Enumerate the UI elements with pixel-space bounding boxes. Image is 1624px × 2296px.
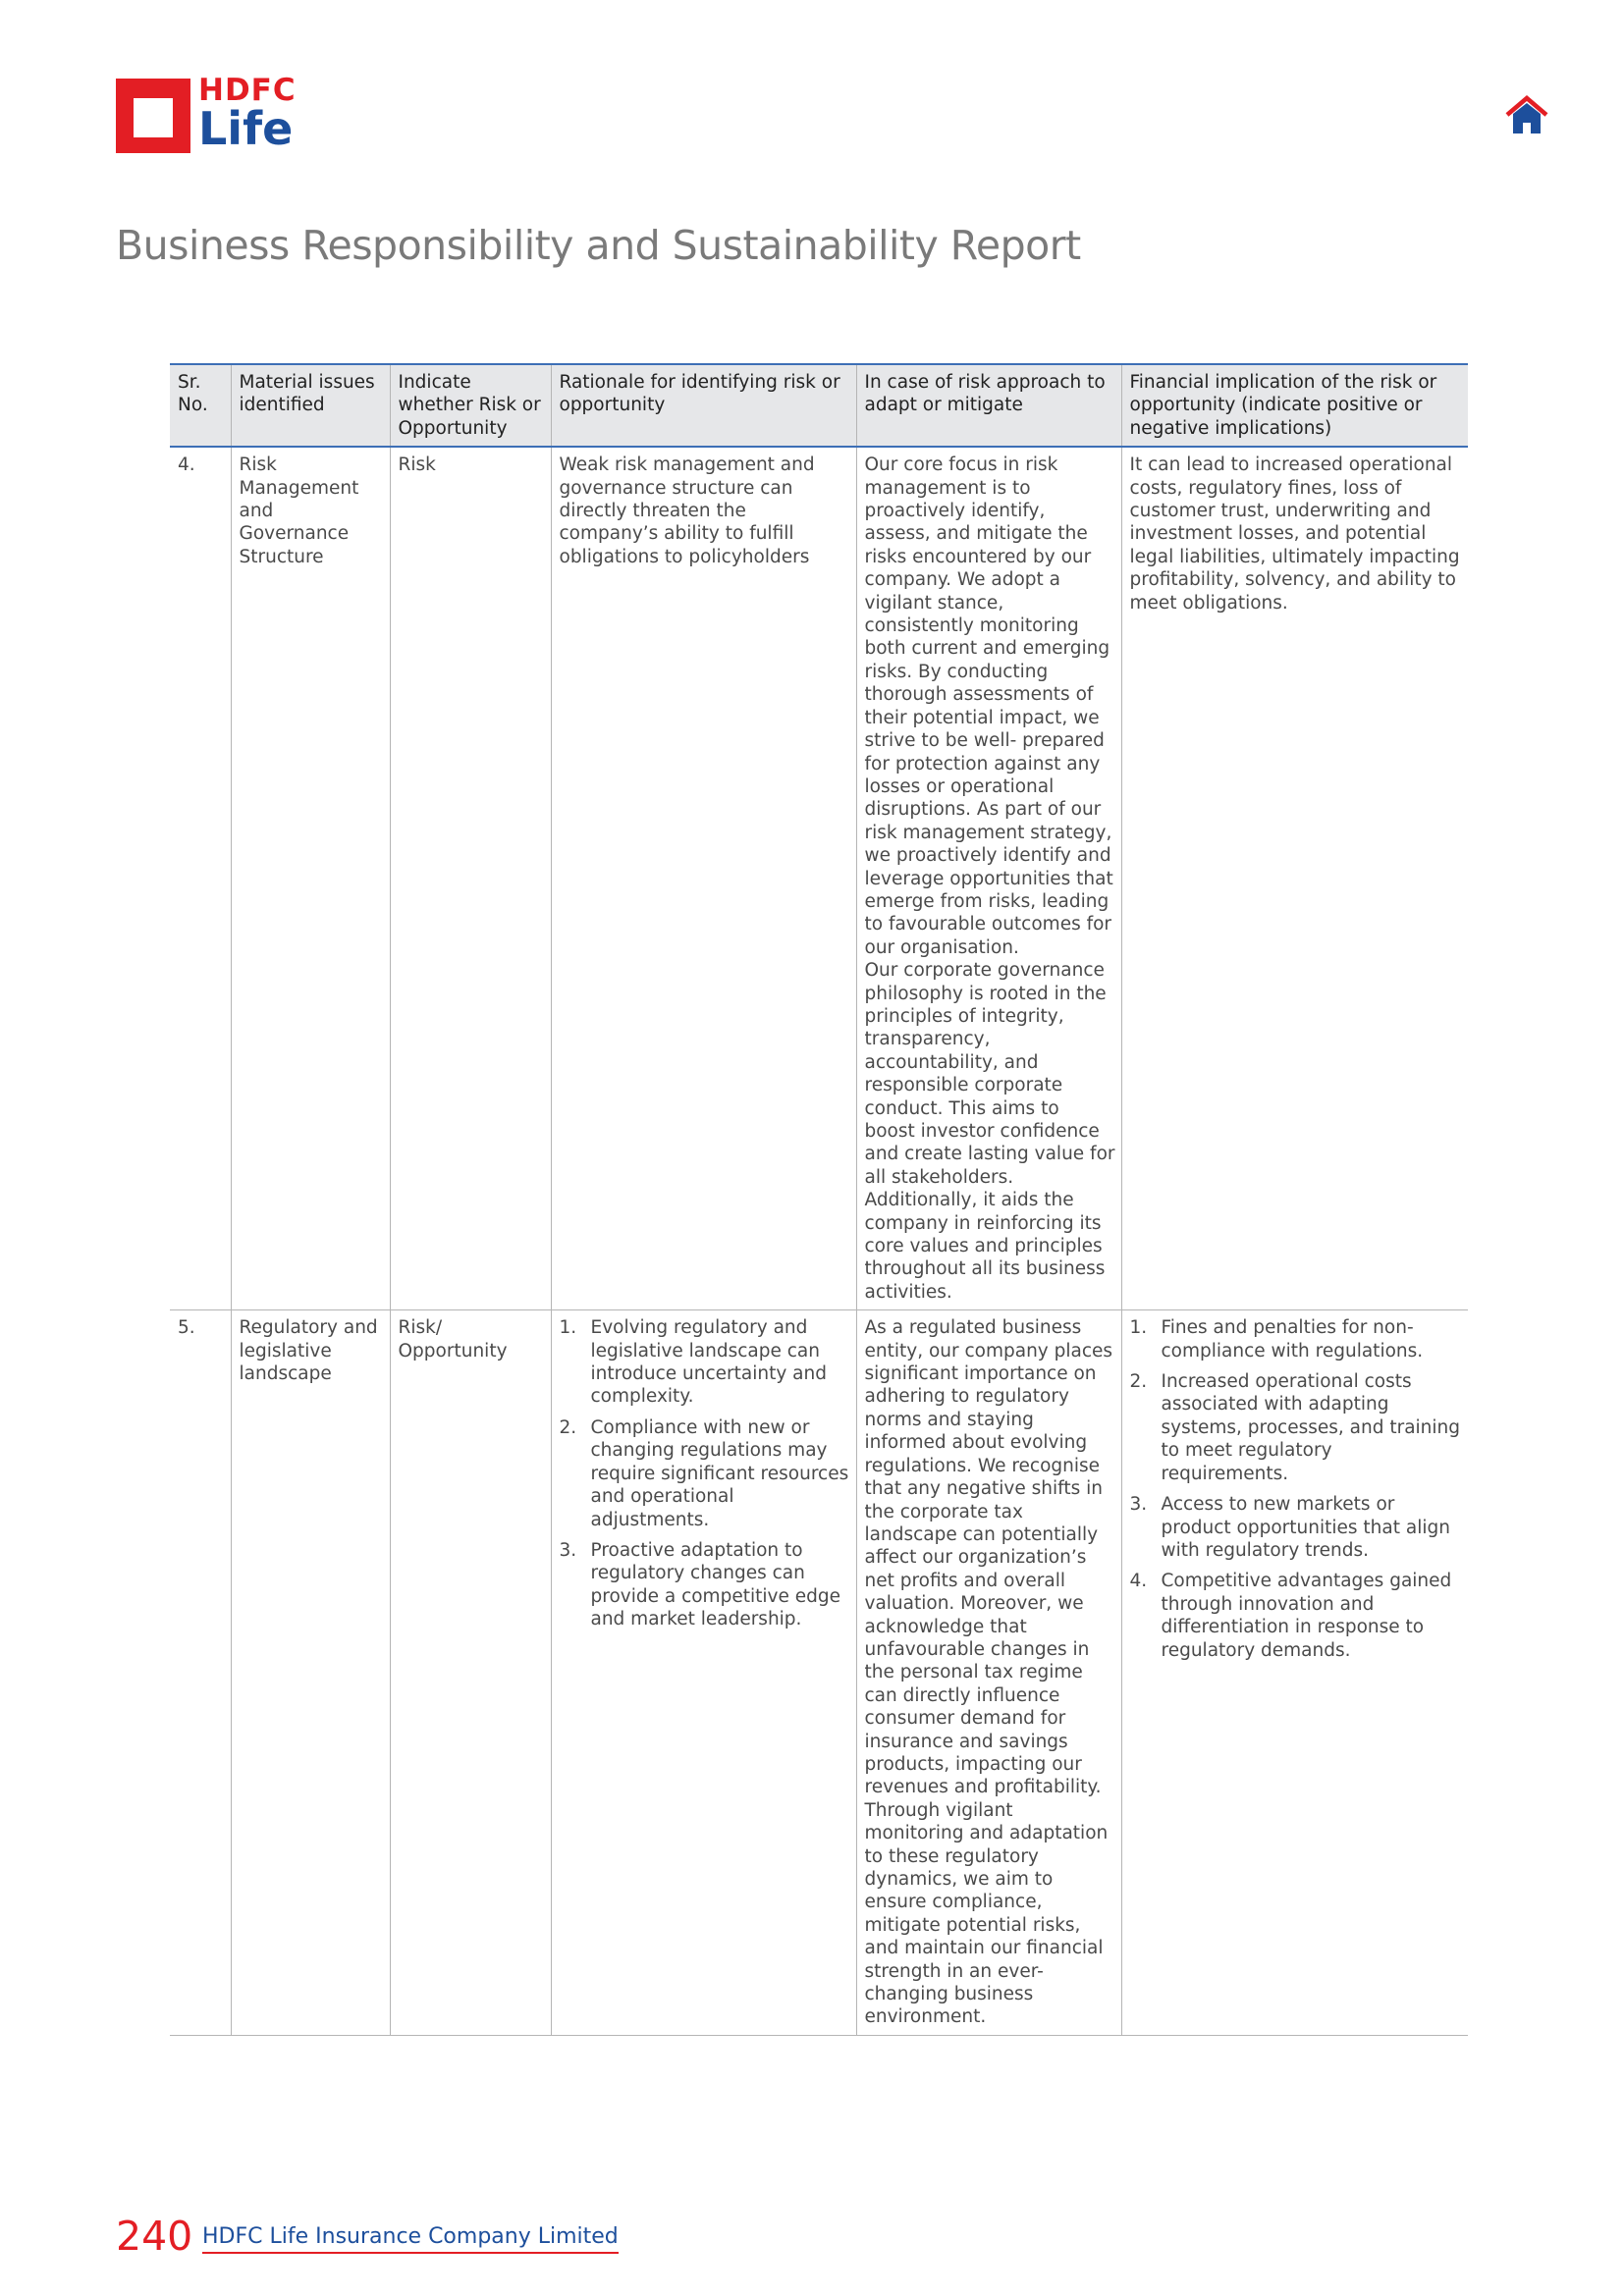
header-material-issues: Material issues identified [231, 364, 390, 447]
page-number: 240 [116, 2213, 193, 2260]
cell-approach [856, 447, 1121, 1310]
approach-paragraph: Our core focus in risk management is to proactively identify, assess, and mitigate the risks encountered by our company. We adopt a vigilant stance, consistently monitoring both current and emerging risks. By conducting thorough assessments of their potential impact, we strive to be well- prepared for protection against any losses or operational disruptions. As part of our risk management strategy, we proactively identify and leverage opportunities that emerge from risks, leading to favourable outcomes for our organisation. [864, 454, 1113, 958]
cell-issue: Regulatory and legislative landscape [231, 1310, 390, 2036]
list-item: 2. Compliance with new or changing regulations may require significant resources and operational adjustments. [559, 1416, 849, 1530]
header-sr-no: Sr. No. [170, 364, 231, 447]
list-item: 4. Competitive advantages gained through innovation and differentiation in response to regulatory demands. [1129, 1571, 1452, 1661]
list-item: 1. Fines and penalties for non- compliance with regulations. [1129, 1317, 1424, 1362]
rationale-list [560, 1316, 850, 1630]
cell-issue: Risk Management and Governance Structure [231, 447, 390, 1310]
header-rationale: Rationale for identifying risk or opportunity [551, 364, 856, 447]
list-item: 3. Access to new markets or product opportunities that align with regulatory trends. [1129, 1494, 1450, 1561]
cell-sr: 4. [170, 447, 231, 1310]
cell-rationale [551, 1310, 856, 2036]
financial-list [1130, 1316, 1463, 1662]
approach-paragraph: Our corporate governance philosophy is rooted in the principles of integrity, transparency, accountability, and responsible corporate conduct. This aims to boost investor confidence and create lasting value for all stakeholders. Additionally, it aids the company in reinforcing its core values and principles throughout all its business activities. [864, 960, 1115, 1303]
logo-text-life: Life [198, 102, 294, 155]
list-item: 1. Evolving regulatory and legislative landscape can introduce uncertainty and complexity. [559, 1317, 827, 1408]
table-row [170, 1310, 1468, 2036]
table-header-row [170, 364, 1468, 447]
cell-rationale: Weak risk management and governance structure can directly threaten the company’s ability to fulfill obligations to policyholders [551, 447, 856, 1310]
cell-approach: As a regulated business entity, our company places significant importance on adhering to regulatory norms and staying informed about evolving regulations. We recognise that any negative shifts in the corporate tax landscape can potentially affect our organization’s net profits and overall valuation. Moreover, we acknowledge that unfavourable changes in the personal tax regime can directly influence consumer demand for insurance and savings products, impacting our revenues and profitability. Through vigilant monitoring and adaptation to these regulatory dynamics, we aim to ensure compliance, mitigate potential risks, and maintain our financial strength in an ever- changing business environment. [856, 1310, 1121, 2036]
hdfc-life-logo [116, 73, 302, 159]
cell-type: Risk [390, 447, 551, 1310]
header-financial-implication: Financial implication of the risk or opportunity (indicate positive or negative implications) [1121, 364, 1468, 447]
header-approach: In case of risk approach to adapt or mitigate [856, 364, 1121, 447]
logo-text-hdfc: HDFC [198, 73, 297, 108]
home-icon[interactable] [1504, 94, 1549, 135]
logo-red-square [116, 79, 190, 153]
header-risk-or-opportunity: Indicate whether Risk or Opportunity [390, 364, 551, 447]
list-item: 3. Proactive adaptation to regulatory changes can provide a competitive edge and market leadership. [559, 1539, 840, 1630]
page-title: Business Responsibility and Sustainability Report [116, 222, 1081, 269]
cell-financial: It can lead to increased operational costs, regulatory fines, loss of customer trust, underwriting and investment losses, and potential legal liabilities, ultimately impacting profitability, solvency, and ability to meet obligations. [1121, 447, 1468, 1310]
company-name: HDFC Life Insurance Company Limited [202, 2224, 619, 2254]
table-row [170, 447, 1468, 1310]
cell-sr: 5. [170, 1310, 231, 2036]
material-issues-table [170, 363, 1468, 2036]
cell-type: Risk/ Opportunity [390, 1310, 551, 2036]
list-item: 2. Increased operational costs associated with adapting systems, processes, and training to meet regulatory requirements. [1129, 1371, 1461, 1484]
cell-financial [1121, 1310, 1468, 2036]
